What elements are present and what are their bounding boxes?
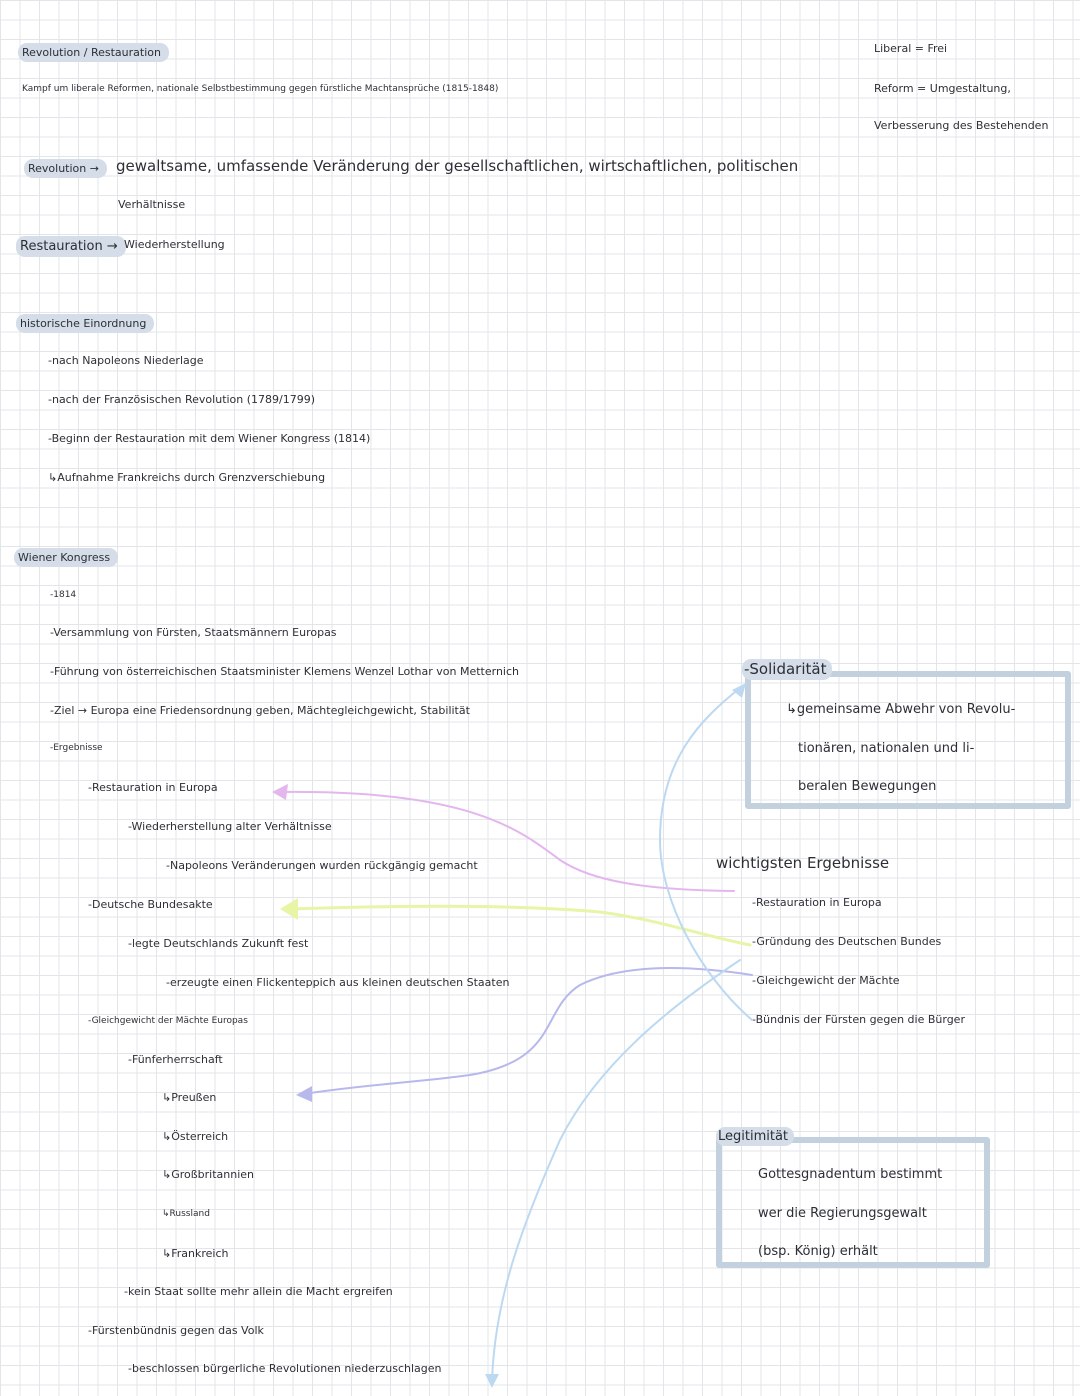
result-item: -Bündnis der Fürsten gegen die Bürger — [752, 1013, 965, 1026]
legitimacy-line: wer die Regierungsgewalt — [758, 1206, 927, 1221]
restauration-term: Restauration → — [16, 236, 126, 257]
glossary-reform: Reform = Umgestaltung, — [874, 82, 1011, 95]
legitimacy-title: Legitimität — [716, 1127, 794, 1146]
revolution-term: Revolution → — [24, 159, 107, 178]
congress-restoration: -Restauration in Europa — [88, 781, 218, 794]
legitimacy-line: Gottesgnadentum bestimmt — [758, 1167, 943, 1182]
congress-alliance: -Fürstenbündnis gegen das Volk — [88, 1324, 264, 1337]
congress-restoration-sub: -Wiederherstellung alter Verhältnisse — [128, 820, 332, 833]
congress-bund-sub: -legte Deutschlands Zukunft fest — [128, 937, 309, 950]
blue-arrowhead-down — [485, 1374, 499, 1388]
page-title: Revolution / Restauration — [18, 43, 169, 62]
congress-bund-sub2: -erzeugte einen Flickenteppich aus kleinen deutschen Staaten — [166, 976, 510, 989]
blue-arrowhead-up — [732, 683, 746, 698]
purple-arrow — [304, 968, 752, 1094]
power-item: ↳Frankreich — [162, 1247, 229, 1260]
history-item: -nach der Französischen Revolution (1789/1799) — [48, 393, 316, 406]
congress-balance: -Gleichgewicht der Mächte Europas — [88, 1016, 248, 1026]
history-title: historische Einordnung — [16, 314, 154, 333]
solidarity-title: -Solidarität — [742, 659, 832, 680]
pink-arrowhead — [272, 784, 288, 800]
congress-restoration-sub2: -Napoleons Veränderungen wurden rückgängig gemacht — [166, 859, 478, 872]
congress-year: -1814 — [50, 590, 77, 600]
result-item: -Gleichgewicht der Mächte — [752, 974, 900, 987]
congress-goal: -Ziel → Europa eine Friedensordnung geben, Mächtegleichgewicht, Stabilität — [50, 704, 470, 717]
glossary-liberal: Liberal = Frei — [874, 42, 948, 55]
congress-assembly: -Versammlung von Fürsten, Staatsmännern Europas — [50, 626, 337, 639]
solidarity-line: beralen Bewegungen — [798, 779, 937, 794]
history-item: -Beginn der Restauration mit dem Wiener Kongress (1814) — [48, 432, 371, 445]
blue-arrow-down — [492, 960, 740, 1380]
revolution-text-cont: Verhältnisse — [118, 198, 186, 211]
congress-alliance-sub: -beschlossen bürgerliche Revolutionen niederzuschlagen — [128, 1362, 442, 1375]
results-title: wichtigsten Ergebnisse — [716, 854, 890, 872]
yellow-arrowhead — [280, 898, 298, 920]
glossary-reform-cont: Verbesserung des Bestehenden — [874, 119, 1049, 132]
pink-arrow — [282, 792, 734, 891]
legitimacy-line: (bsp. König) erhält — [758, 1244, 878, 1259]
solidarity-line: tionären, nationalen und li- — [798, 741, 975, 756]
solidarity-line: ↳gemeinsame Abwehr von Revolu- — [786, 702, 1016, 717]
restauration-text: Wiederherstellung — [124, 238, 225, 251]
congress-leader: -Führung von österreichischen Staatsminister Klemens Wenzel Lothar von Metternich — [50, 665, 520, 678]
history-item: ↳Aufnahme Frankreichs durch Grenzverschiebung — [48, 471, 326, 484]
congress-title: Wiener Kongress — [14, 548, 118, 567]
congress-pentarchy: -Fünferherrschaft — [128, 1053, 223, 1066]
congress-results-label: -Ergebnisse — [50, 743, 103, 753]
power-item: ↳Großbritannien — [162, 1168, 255, 1181]
congress-no-single: -kein Staat sollte mehr allein die Macht ergreifen — [124, 1285, 393, 1298]
power-item: ↳Preußen — [162, 1091, 217, 1104]
power-item: ↳Russland — [162, 1209, 210, 1219]
purple-arrowhead — [296, 1086, 312, 1102]
page-subtitle: Kampf um liberale Reformen, nationale Selbstbestimmung gegen fürstliche Machtansprüche (1815-1848) — [22, 84, 499, 94]
power-item: ↳Österreich — [162, 1130, 229, 1143]
congress-bund: -Deutsche Bundesakte — [88, 898, 213, 911]
result-item: -Gründung des Deutschen Bundes — [752, 935, 942, 948]
result-item: -Restauration in Europa — [752, 896, 882, 909]
revolution-text: gewaltsame, umfassende Veränderung der gesellschaftlichen, wirtschaftlichen, politischen — [116, 157, 799, 175]
history-item: -nach Napoleons Niederlage — [48, 354, 204, 367]
